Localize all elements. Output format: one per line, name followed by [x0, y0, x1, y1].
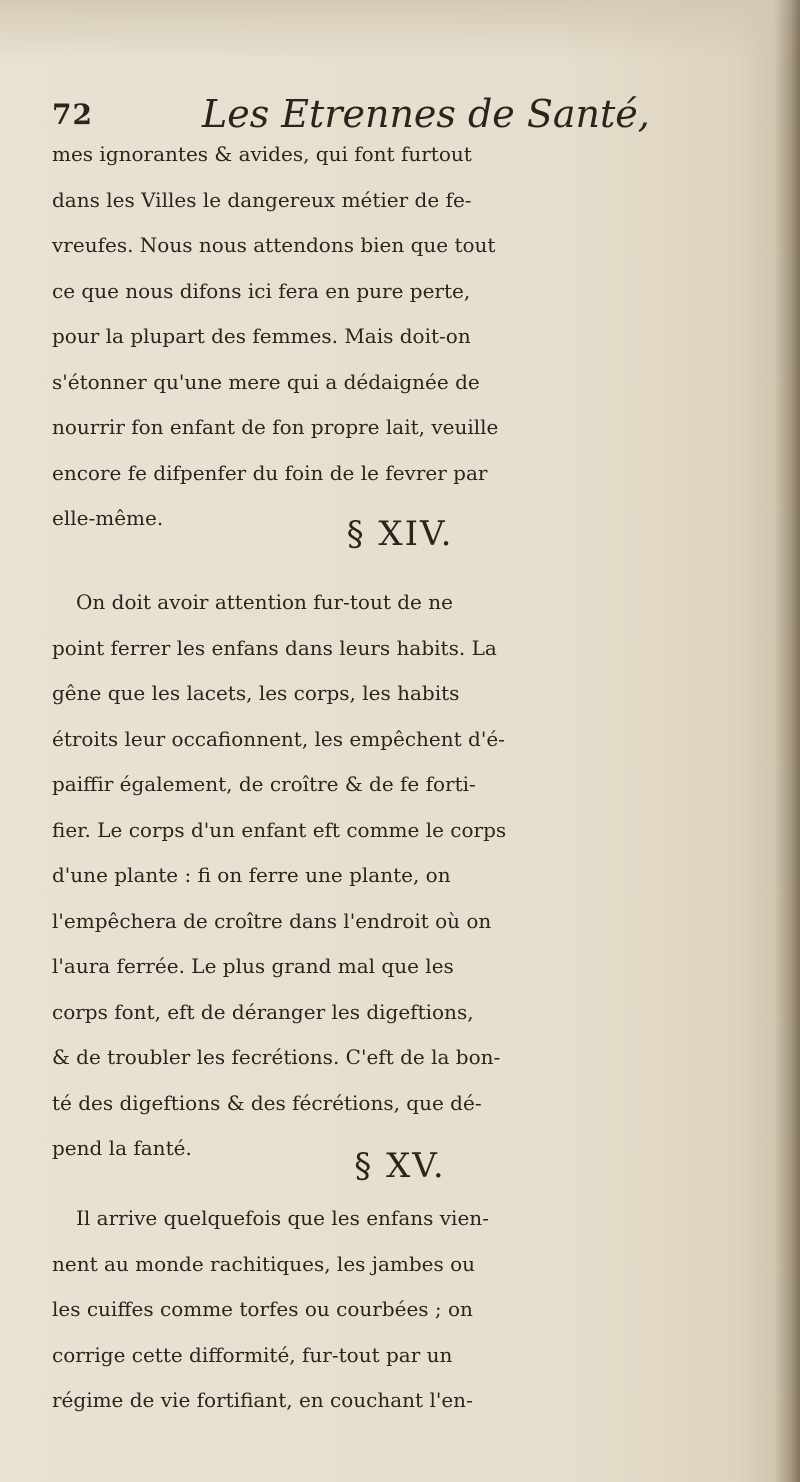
text-line: Il arrive quelquefois que les enfans vien-	[76, 1206, 489, 1230]
text-line: & de troubler les fecrétions. C'eft de la bon-	[52, 1045, 501, 1069]
text-line: s'étonner qu'une mere qui a dédaignée de	[52, 369, 480, 394]
section-xiv-paragraph	[52, 580, 772, 1172]
page-top-shading	[0, 0, 800, 60]
section-heading-xiv: § XIV.	[346, 514, 454, 554]
text-line: pend la fanté.	[52, 1136, 192, 1160]
text-line: pour la plupart des femmes. Mais doit-on	[52, 324, 471, 348]
page-binding-shadow	[774, 0, 800, 1482]
text-line: ce que nous difons ici fera en pure perte,	[52, 278, 471, 303]
text-line: l'empêchera de croître dans l'endroit où on	[52, 908, 492, 933]
text-line: mes ignorantes & avides, qui font furtout	[52, 142, 472, 166]
text-line: point ferrer les enfans dans leurs habits. La	[52, 635, 497, 660]
text-line: corps font, eft de déranger les digeftions,	[52, 999, 474, 1024]
text-line: étroits leur occafionnent, les empêchent d'é-	[52, 726, 505, 751]
text-line: régime de vie fortifiant, en couchant l'en-	[52, 1388, 473, 1412]
text-line: l'aura ferrée. Le plus grand mal que les	[52, 954, 454, 978]
page-number: 72	[52, 98, 93, 131]
text-line: vreufes. Nous nous attendons bien que tout	[52, 233, 496, 257]
text-line: On doit avoir attention fur-tout de ne	[76, 590, 453, 614]
text-line: corrige cette difformité, fur-tout par un	[52, 1342, 453, 1367]
text-line: gêne que les lacets, les corps, les habits	[52, 681, 460, 705]
section-xv-paragraph	[52, 1196, 772, 1424]
text-line: encore fe difpenfer du foin de le fevrer par	[52, 460, 488, 485]
text-line: paiffir également, de croître & de fe forti-	[52, 772, 476, 796]
text-line: les cuiffes comme torfes ou courbées ; on	[52, 1297, 473, 1321]
section-heading-xv: § XV.	[354, 1146, 446, 1186]
paragraph-continuation	[52, 132, 772, 542]
text-line: d'une plante : fi on ferre une plante, on	[52, 863, 451, 887]
text-line: nourrir fon enfant de fon propre lait, veuille	[52, 415, 499, 439]
text-line: elle-même.	[52, 506, 164, 530]
text-line: té des digeftions & des fécrétions, que dé-	[52, 1090, 482, 1115]
text-line: fier. Le corps d'un enfant eft comme le corps	[52, 817, 507, 842]
text-line: dans les Villes le dangereux métier de fe-	[52, 187, 472, 212]
text-line: nent au monde rachitiques, les jambes ou	[52, 1251, 476, 1276]
running-title: Les Etrennes de Santé,	[202, 92, 650, 136]
